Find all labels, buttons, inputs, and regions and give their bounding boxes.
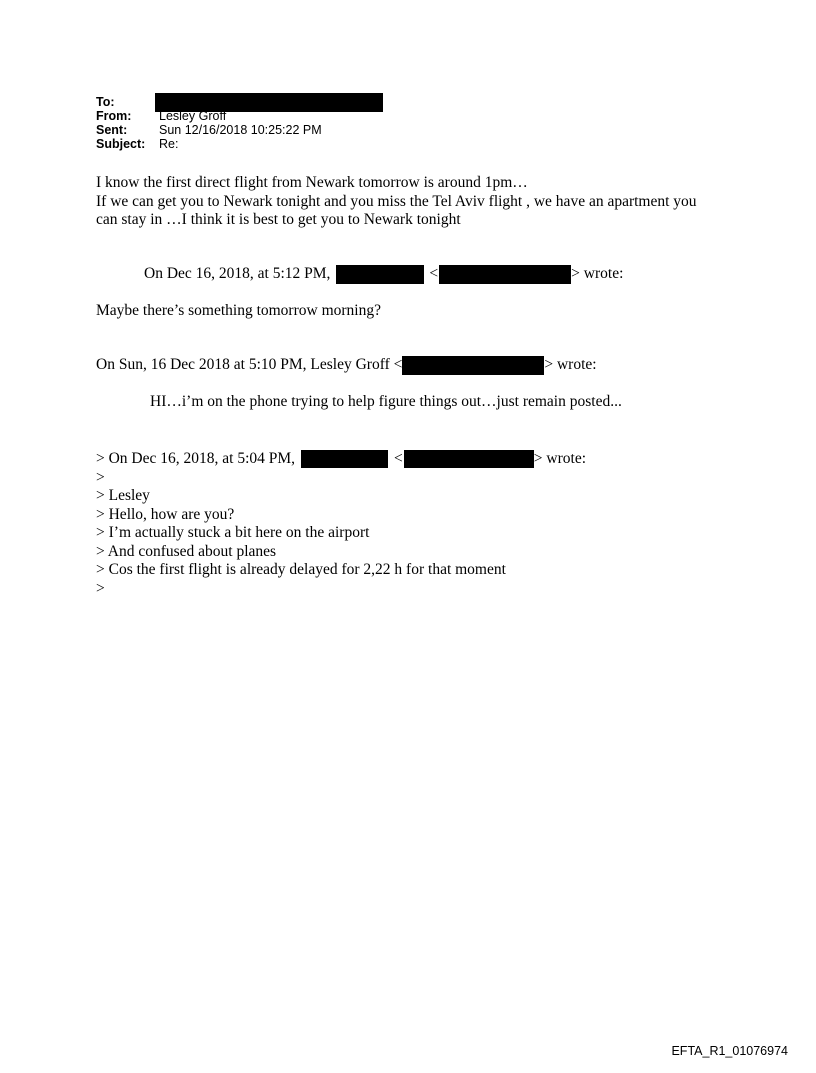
quote3-email-redaction (404, 450, 534, 468)
quote3-line: > And confused about planes (96, 542, 277, 560)
quote1-prefix: On Dec 16, 2018, at 5:12 PM, (144, 265, 331, 283)
quote1-text: Maybe there’s something tomorrow morning? (96, 302, 381, 319)
quote3-attribution (96, 450, 586, 469)
subject-label: Subject: (96, 137, 146, 151)
to-label: To: (96, 95, 115, 109)
quote1-attribution (144, 265, 623, 284)
quote1-lt: < (429, 265, 439, 283)
quote2-suffix: > wrote: (544, 356, 597, 374)
quote2-email-redaction (402, 356, 544, 375)
quote3-suffix: > wrote: (533, 450, 587, 467)
quote3 (96, 450, 586, 598)
quote3-name-redaction (301, 450, 388, 468)
quote3-prefix: > On Dec 16, 2018, at 5:04 PM, (96, 450, 296, 467)
quote3-line: > Hello, how are you? (96, 505, 235, 523)
quote1-suffix: > wrote: (571, 265, 624, 283)
quote3-line: > Lesley (96, 487, 150, 504)
quote3-line: > (96, 579, 105, 597)
body-line: If we can get you to Newark tonight and you miss the Tel Aviv flight , we have an apartment you (96, 192, 697, 210)
quote3-line: > Cos the first flight is already delayed for 2,22 h for that moment (96, 561, 506, 578)
body-line: I know the first direct flight from Newark tomorrow is around 1pm… (96, 174, 528, 191)
sent-value: Sun 12/16/2018 10:25:22 PM (159, 123, 322, 137)
document-id: EFTA_R1_01076974 (671, 1044, 788, 1058)
quote1-email-redaction (439, 265, 571, 284)
quote2-attribution (96, 356, 597, 375)
quote3-lt: < (394, 450, 403, 467)
quote1-name-redaction (336, 265, 424, 284)
body-line: can stay in …I think it is best to get you to Newark tonight (96, 211, 461, 228)
message-body (96, 174, 697, 230)
subject-value: Re: (159, 137, 179, 151)
quote2-text: HI…i’m on the phone trying to help figure things out…just remain posted... (150, 393, 622, 410)
quote3-line: > (96, 468, 105, 486)
from-value: Lesley Groff (159, 109, 227, 123)
sent-label: Sent: (96, 123, 128, 137)
quote2-prefix: On Sun, 16 Dec 2018 at 5:10 PM, Lesley Groff < (96, 356, 403, 374)
from-label: From: (96, 109, 132, 123)
quote3-line: > I’m actually stuck a bit here on the airport (96, 524, 370, 541)
